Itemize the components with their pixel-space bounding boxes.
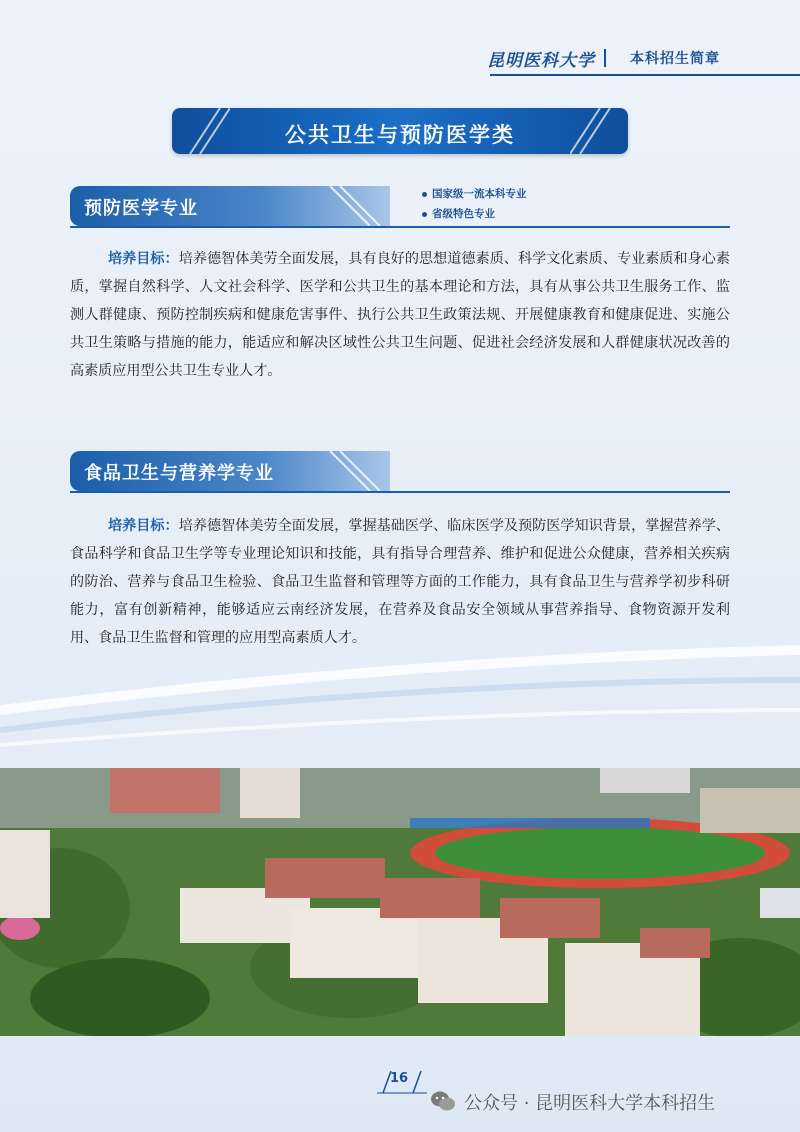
decorative-wave bbox=[0, 640, 800, 760]
training-objective-paragraph bbox=[70, 245, 730, 385]
objective-text: 培养德智体美劳全面发展，掌握基础医学、临床医学及预防医学知识背景，掌握营养学、食品科学和食品卫生学等专业理论知识和技能，具有指导合理营养、维护和促进公众健康，营养相关疾病的防治、营养与食品卫生检验、食品卫生监督和管理等方面的工作能力，具有食品卫生与营养学初步科研能力，富有创新精神，能够适应云南经济发展，在营养及食品安全领域从事营养指导、食物资源开发利用、食品卫生监督和管理的应用型高素质人才。 bbox=[70, 518, 730, 646]
honor-badges bbox=[422, 184, 527, 224]
header-underline bbox=[490, 74, 800, 76]
wechat-icon bbox=[430, 1090, 456, 1112]
section-underline bbox=[70, 491, 730, 493]
category-banner bbox=[172, 108, 628, 154]
banner-stripes-right bbox=[570, 108, 620, 154]
section-tab-preventive-medicine bbox=[70, 186, 390, 226]
page-header bbox=[480, 46, 800, 76]
tab-stripes bbox=[310, 186, 380, 226]
section-underline bbox=[70, 226, 730, 228]
section-tab-food-hygiene-nutrition bbox=[70, 451, 390, 491]
bullet-icon bbox=[422, 192, 427, 197]
page-number: 16 bbox=[390, 1071, 409, 1086]
banner-title: 公共卫生与预防医学类 bbox=[285, 123, 515, 147]
bullet-icon bbox=[422, 212, 427, 217]
section-title: 食品卫生与营养学专业 bbox=[84, 463, 274, 484]
header-subtitle: 本科招生简章 bbox=[630, 51, 720, 67]
training-objective-paragraph bbox=[70, 512, 730, 652]
tab-stripes bbox=[310, 451, 380, 491]
university-logo-text: 昆明医科大学 bbox=[487, 51, 595, 71]
badge-item bbox=[422, 184, 527, 204]
section-title: 预防医学专业 bbox=[84, 198, 198, 219]
badge-label: 省级特色专业 bbox=[432, 208, 495, 220]
header-divider bbox=[604, 49, 606, 67]
objective-label: 培养目标： bbox=[108, 251, 179, 267]
badge-item bbox=[422, 204, 527, 224]
objective-label: 培养目标： bbox=[108, 518, 179, 534]
wechat-account-name: 公众号 · 昆明医科大学本科招生 bbox=[464, 1093, 716, 1114]
badge-label: 国家级一流本科专业 bbox=[432, 188, 527, 200]
objective-text: 培养德智体美劳全面发展，具有良好的思想道德素质、科学文化素质、专业素质和身心素质，掌握自然科学、人文社会科学、医学和公共卫生的基本理论和方法，具有从事公共卫生服务工作、监测人群健康、预防控制疾病和健康危害事件、执行公共卫生政策法规、开展健康教育和健康促进、实施公共卫生策略与措施的能力，能适应和解决区域性公共卫生问题、促进社会经济发展和人群健康状况改善的高素质应用型公共卫生专业人才。 bbox=[70, 251, 730, 379]
campus-aerial-photo bbox=[0, 768, 800, 1036]
